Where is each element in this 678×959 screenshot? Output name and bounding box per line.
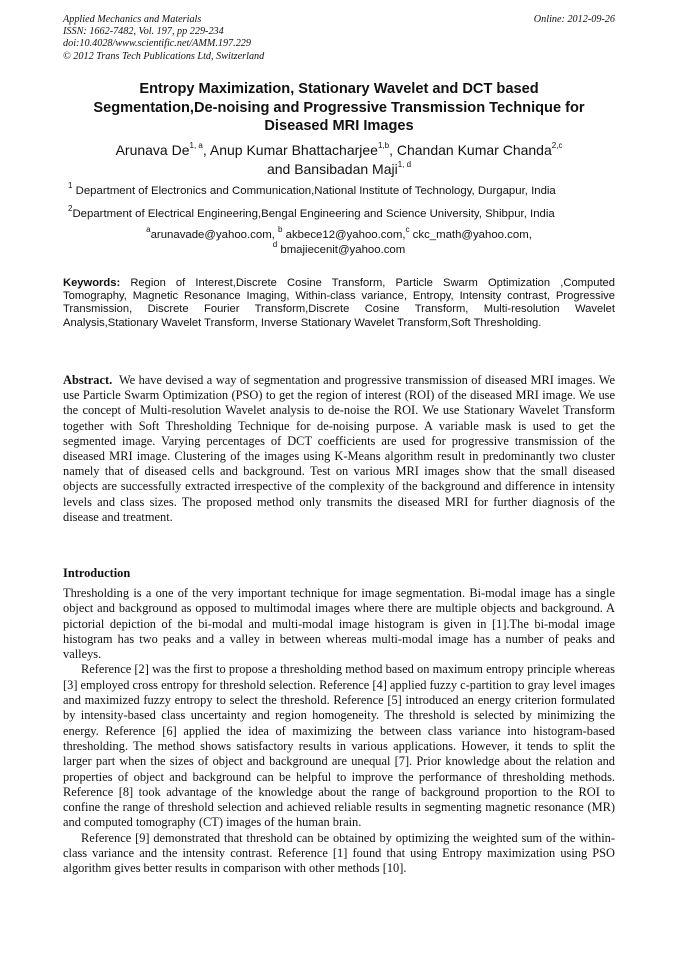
affiliation-number: 2 — [68, 204, 73, 214]
keywords-label: Keywords: — [63, 277, 121, 289]
affiliation-text: Department of Electrical Engineering,Bengal Engineering and Science University, Shibpur, India — [72, 208, 555, 220]
abstract-label: Abstract. — [63, 373, 113, 387]
title-line-3: Diseased MRI Images — [264, 118, 414, 135]
author-superscript: 1, a — [189, 141, 203, 151]
author-conjunction: and — [266, 160, 291, 177]
email-superscript: b — [278, 225, 283, 235]
introduction-body — [63, 586, 615, 877]
title-line-1: Entropy Maximization, Stationary Wavelet and DCT based — [139, 81, 539, 97]
keywords-text: Region of Interest,Discrete Cosine Transform, Particle Swarm Optimization ,Computed Tomography, Magnetic Resonance Imaging, Within-class variance, Entropy, Intensity contrast, Progressive Transmission, Discrete Fourier Transform,Discrete Cosine Transform, Multi-resolution Wavelet Analysis,Stationary Wavelet Transform, Inverse Stationary Wavelet Transform,Soft Thresholding. — [63, 277, 615, 329]
author-superscript: 2,c — [551, 141, 563, 151]
issn-line: ISSN: 1662-7482, Vol. 197, pp 229-234 — [63, 26, 224, 38]
affiliation-2 — [68, 204, 628, 221]
body-paragraph-1: Thresholding is a one of the very important technique for image segmentation. Bi-modal image has a single object and background as opposed to multimodal images where there are multiple objects and background. A pictorial depiction of the bi-modal and multi-modal image histogram is given in [1].The bi-modal image histogram has two peaks and a valley in between whereas multi-modal image has a number of peaks and valleys. — [63, 586, 615, 662]
author-superscript: 1, d — [397, 159, 412, 169]
author-list: Arunava De$^{1, a}$, Anup Kumar Bhattacharjee$^{1,b}$, Chandan Kumar Chanda$^{2,c}$ and Bansibadan Maji$^{1, d}$ — [115, 141, 563, 177]
copyright-line: © 2012 Trans Tech Publications Ltd, Switzerland — [63, 50, 265, 62]
abstract-paragraph — [63, 373, 615, 525]
keywords-paragraph — [63, 277, 615, 330]
email-superscript: a — [146, 225, 151, 235]
email-superscript: c — [405, 225, 410, 235]
journal-name: Applied Mechanics and Materials — [63, 14, 202, 25]
email-address[interactable]: arunavade@yahoo.com, — [150, 229, 275, 241]
email-list — [40, 225, 638, 257]
author-name: Bansibadan Maji — [294, 160, 398, 177]
body-paragraph-3: Reference [9] demonstrated that threshold can be obtained by optimizing the weighted sum of the within-class variance and the intensity contrast. Reference [1] found that using Entropy maximization using PSO algorithm gives better results in comparison with other methods [10]. — [63, 830, 615, 876]
affiliation-1 — [68, 181, 628, 198]
title-line-2: Segmentation,De-noising and Progressive Transmission Technique for — [93, 99, 585, 116]
online-date: Online: 2012-09-26 — [533, 14, 615, 25]
running-header — [63, 14, 615, 63]
doi-line: doi:10.4028/www.scientific.net/AMM.197.229 — [63, 38, 251, 50]
section-heading-introduction: Introduction — [63, 566, 131, 580]
email-address[interactable]: ckc_math@yahoo.com, — [412, 229, 532, 241]
affiliation-number: 1 — [68, 181, 73, 191]
email-address[interactable]: bmajiecenit@yahoo.com — [280, 243, 406, 256]
author-superscript: 1,b — [377, 141, 390, 151]
abstract-text: We have devised a way of segmentation and progressive transmission of diseased MRI images. We use Particle Swarm Optimization (PSO) to get the region of interest (ROI) of the diseased MRI image. We use the concept of Multi-resolution Wavelet analysis to de-noise the ROI. We use Stationary Wavelet Transform together with Soft Thresholding Technique for de-noising purpose. A variable mask is used to get the segmented image. Varying percentages of DCT coefficients are used for progressive transmission of the diseased MRI image. Clustering of the images using K-Means algorithm result in predominantly two cluster namely that of diseased cells and background. Test on various MRI images show that the small diseased objects are successfully extracted irrespective of the complexity of the background and difference in intensity levels and class sizes. The proposed method only transmits the diseased MRI for further diagnosis of the disease and treatment. — [63, 373, 615, 524]
author-name: Anup Kumar Bhattacharjee — [209, 142, 378, 158]
author-name: Chandan Kumar Chanda — [396, 142, 552, 158]
email-superscript: d — [272, 239, 278, 249]
author-name: Arunava De — [115, 142, 190, 158]
affiliation-text: Department of Electronics and Communication,National Institute of Technology, Durgapur, India — [75, 185, 556, 197]
body-paragraph-2: Reference [2] was the first to propose a thresholding method based on maximum entropy principle whereas [3] employed cross entropy for threshold selection. Reference [4] applied fuzzy c-partition to gray level images and maximized fuzzy entropy to select the threshold. Reference [5] introduced an energy criterion formulated by intensity-based class uncertainty and region homogeneity. The threshold is selected by minimizing the energy. Reference [6] applied the idea of maximizing the between class variance into histogram-based thresholding. The method shows satisfactory results in various applications. However, it tends to split the larger part when the sizes of object and background are unequal [7]. Prior knowledge about the relation and properties of object and background can be helpful to improve the performance of thresholding methods. Reference [8] took advantage of the knowledge about the range of background proportion to the ROI to confine the range of threshold selection and achieved reliable results in segmenting magnetic resonance (MR) and computed tomography (CT) images of the human brain. — [63, 662, 615, 830]
email-address[interactable]: akbece12@yahoo.com, — [285, 229, 406, 241]
paper-title — [40, 80, 638, 136]
